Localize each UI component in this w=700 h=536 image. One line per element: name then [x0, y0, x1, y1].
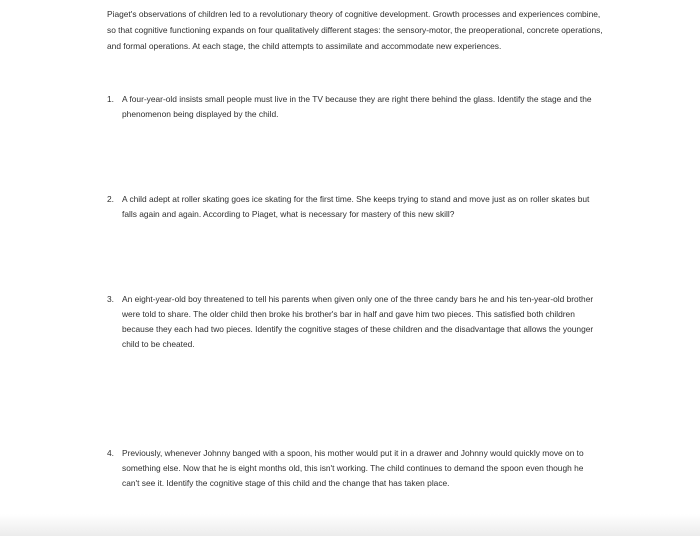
- question-3: [107, 292, 600, 352]
- question-number: 4.: [107, 448, 114, 458]
- question-1: [107, 92, 600, 122]
- question-number: 2.: [107, 194, 114, 204]
- question-text: Previously, whenever Johnny banged with a spoon, his mother would put it in a drawer and Johnny would quickly move on to something else. Now that he is eight months old, this isn't working. The child continues to demand the spoon even though he can't see it. Identify the cognitive stage of this child and the change that has taken place.: [122, 448, 584, 488]
- question-text: A four-year-old insists small people must live in the TV because they are right there behind the glass. Identify the stage and the phenomenon being displayed by the child.: [122, 94, 592, 119]
- question-4: [107, 446, 600, 491]
- question-number: 1.: [107, 94, 114, 104]
- question-text: An eight-year-old boy threatened to tell his parents when given only one of the three candy bars he and his ten-year-old brother were told to share. The older child then broke his brother's bar in half and gave him two pieces. This satisfied both children because they each had two pieces. Identify the cognitive stages of these children and the disadvantage that allows the younger child to be cheated.: [122, 294, 594, 349]
- intro-paragraph: Piaget's observations of children led to a revolutionary theory of cognitive development. Growth processes and experiences combine, so that cognitive functioning expands on four qualitatively different stages: the sensory-motor, the preoperational, concrete operations, and formal operations. At each stage, the child attempts to assimilate and accommodate new experiences.: [107, 9, 603, 51]
- bottom-shadow: [0, 514, 700, 536]
- question-text: A child adept at roller skating goes ice skating for the first time. She keeps trying to stand and move just as on roller skates but falls again and again. According to Piaget, what is necessary for mastery of this new skill?: [122, 194, 590, 219]
- question-2: [107, 192, 600, 222]
- question-number: 3.: [107, 294, 114, 304]
